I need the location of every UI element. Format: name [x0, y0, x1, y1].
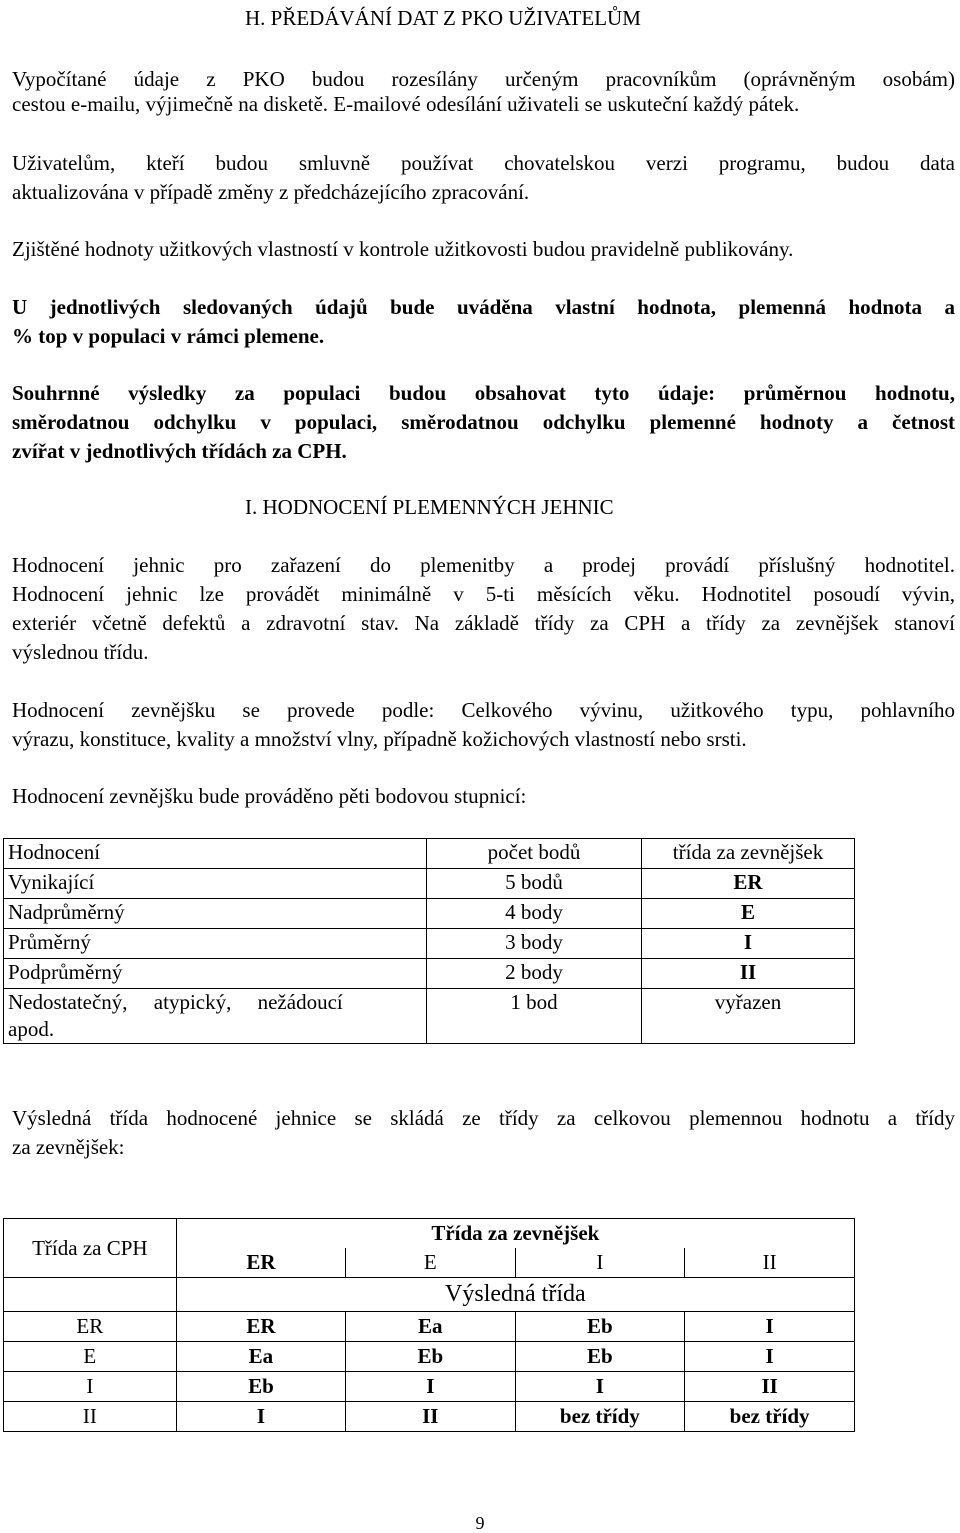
paragraph-line: exteriér včetně defektů a zdravotní stav. Na základě třídy za CPH a třídy za zevnějšek stanoví — [12, 611, 955, 635]
table-row — [4, 929, 855, 959]
table-row — [4, 1312, 855, 1342]
table-cell: I — [642, 929, 855, 959]
table-row — [4, 1342, 855, 1372]
table-row — [4, 869, 855, 899]
cell-text-line: Nedostatečný, atypický, nežádoucí — [8, 990, 343, 1014]
table-cell: II — [685, 1372, 855, 1402]
row-label-header: Třída za CPH — [4, 1219, 177, 1278]
paragraph-line: za zevnějšek: — [12, 1135, 125, 1159]
table-subheader-row — [4, 1278, 855, 1312]
table-cell: Vynikající — [4, 869, 427, 899]
paragraph-line: Zjištěné hodnoty užitkových vlastností v kontrole užitkovosti budou pravidelně publikovány. — [12, 237, 794, 261]
paragraph-line: zvířat v jednotlivých třídách za CPH. — [12, 439, 347, 463]
table-cell — [4, 1278, 177, 1312]
paragraph-line: cestou e-mailu, výjimečně na disketě. E-mailové odesílání uživateli se uskuteční každý pátek. — [12, 92, 800, 116]
table-cell: Ea — [346, 1312, 515, 1342]
paragraph-line: Hodnocení jehnic lze provádět minimálně v 5-ti měsících věku. Hodnotitel posoudí vývin, — [12, 582, 955, 606]
row-label: E — [4, 1342, 177, 1372]
table-cell: I — [685, 1312, 855, 1342]
table-cell: I — [346, 1372, 515, 1402]
table-row — [4, 899, 855, 929]
paragraph-line: Souhrnné výsledky za populaci budou obsahovat tyto údaje: průměrnou hodnotu, — [12, 381, 955, 405]
table-cell: 1 bod — [427, 989, 642, 1044]
table-header-cell: Hodnocení — [4, 839, 427, 869]
table-cell: Podprůměrný — [4, 959, 427, 989]
table-cell: 5 bodů — [427, 869, 642, 899]
column-header: II — [685, 1248, 855, 1278]
table-header-row — [4, 839, 855, 869]
table-cell: I — [685, 1342, 855, 1372]
section-heading-i: I. HODNOCENÍ PLEMENNÝCH JEHNIC — [245, 495, 614, 519]
table-cell: II — [642, 959, 855, 989]
section-heading-h: H. PŘEDÁVÁNÍ DAT Z PKO UŽIVATELŮM — [245, 6, 641, 30]
paragraph-line: % top v populaci v rámci plemene. — [12, 324, 325, 348]
table-cell: Ea — [176, 1342, 345, 1372]
table-cell: 4 body — [427, 899, 642, 929]
paragraph-line: Hodnocení zevnějšku se provede podle: Celkového vývinu, užitkového typu, pohlavního — [12, 698, 955, 722]
table-cell: 3 body — [427, 929, 642, 959]
table-cell: vyřazen — [642, 989, 855, 1044]
paragraph-line: aktualizována v případě změny z předcházejícího zpracování. — [12, 180, 530, 204]
row-label: ER — [4, 1312, 177, 1342]
paragraph-line: směrodatnou odchylku v populaci, směrodatnou odchylku plemenné hodnoty a četnost — [12, 410, 955, 434]
table-cell: Eb — [515, 1312, 685, 1342]
table-header-cell: počet bodů — [427, 839, 642, 869]
column-header: ER — [176, 1248, 345, 1278]
table-cell: bez třídy — [685, 1402, 855, 1432]
result-table — [3, 1218, 855, 1432]
score-table — [3, 838, 855, 1044]
paragraph-line: Vypočítané údaje z PKO budou rozesílány určeným pracovníkům (oprávněným osobám) — [12, 67, 955, 91]
table-cell: Průměrný — [4, 929, 427, 959]
table-cell — [4, 989, 427, 1044]
paragraph-line: výrazu, konstituce, kvality a množství vlny, případně kožichových vlastností nebo srsti. — [12, 727, 747, 751]
row-label: I — [4, 1372, 177, 1402]
column-header: I — [515, 1248, 685, 1278]
table-row — [4, 1372, 855, 1402]
table-header-cell: třída za zevnějšek — [642, 839, 855, 869]
paragraph-line: Hodnocení jehnic pro zařazení do plemenitby a prodej provádí příslušný hodnotitel. — [12, 553, 955, 577]
table-cell: bez třídy — [515, 1402, 685, 1432]
table-cell: Nadprůměrný — [4, 899, 427, 929]
paragraph-line: Hodnocení zevnějšku bude prováděno pěti bodovou stupnicí: — [12, 784, 527, 808]
table-cell: E — [642, 899, 855, 929]
table-row — [4, 989, 855, 1044]
table-cell: 2 body — [427, 959, 642, 989]
table-row — [4, 959, 855, 989]
table-row — [4, 1402, 855, 1432]
column-group-header: Třída za zevnějšek — [176, 1219, 854, 1249]
paragraph-line: U jednotlivých sledovaných údajů bude uváděna vlastní hodnota, plemenná hodnota a — [12, 295, 955, 319]
paragraph-line: výslednou třídu. — [12, 640, 149, 664]
table-cell: Eb — [515, 1342, 685, 1372]
row-label: II — [4, 1402, 177, 1432]
table-cell: ER — [176, 1312, 345, 1342]
cell-text-line: apod. — [8, 1017, 55, 1041]
column-header: E — [346, 1248, 515, 1278]
page-number: 9 — [475, 1513, 485, 1533]
paragraph-line: Výsledná třída hodnocené jehnice se skládá ze třídy za celkovou plemennou hodnotu a třídy — [12, 1106, 955, 1130]
table-cell: Eb — [346, 1342, 515, 1372]
table-header-row — [4, 1219, 855, 1249]
table-cell: Eb — [176, 1372, 345, 1402]
table-cell: I — [515, 1372, 685, 1402]
table-cell: I — [176, 1402, 345, 1432]
paragraph-line: Uživatelům, kteří budou smluvně používat chovatelskou verzi programu, budou data — [12, 151, 955, 175]
table-cell: ER — [642, 869, 855, 899]
result-subheader: Výsledná třída — [176, 1278, 854, 1312]
table-cell: II — [346, 1402, 515, 1432]
